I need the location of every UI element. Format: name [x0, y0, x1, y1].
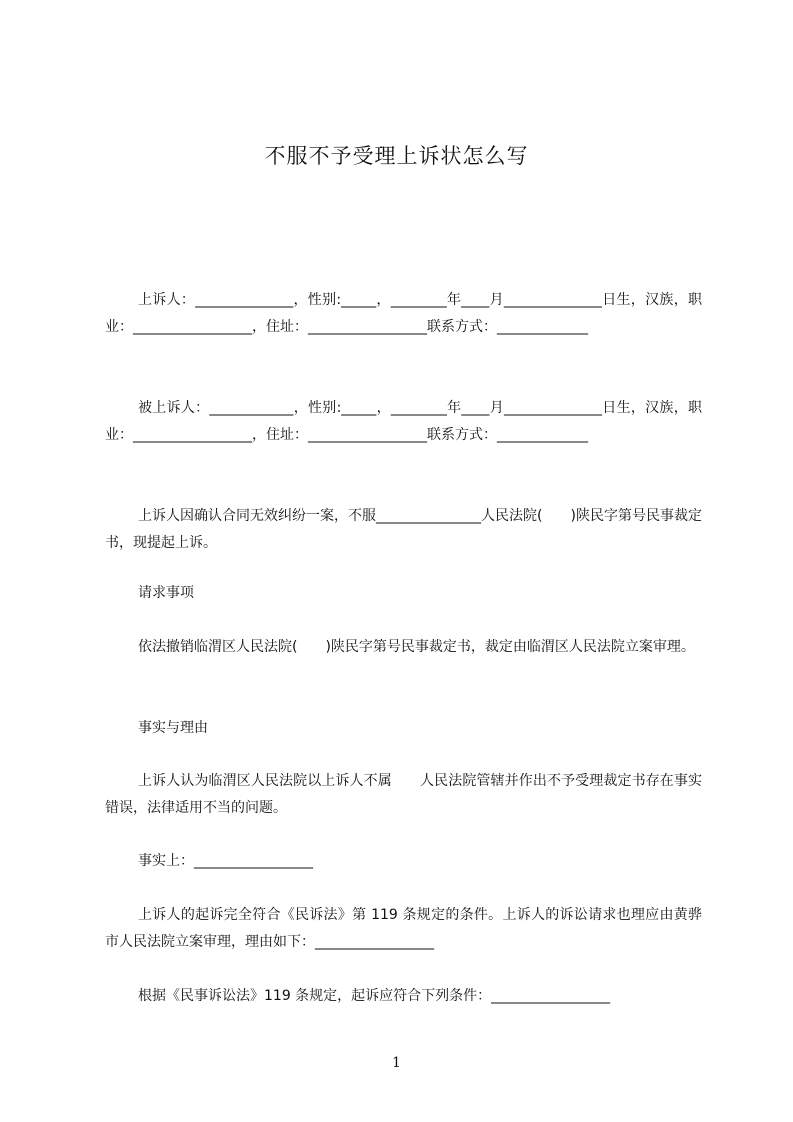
facts-line: 事实上：_________________	[138, 853, 313, 869]
facts-paragraph: 上诉人认为临渭区人民法院以上诉人不属 人民法院管辖并作出不予受理裁定书存在事实错误，法律适用不当的问题。	[105, 773, 702, 816]
document-title: 不服不予受理上诉状怎么写	[264, 144, 529, 168]
facts-heading: 事实与理由	[138, 720, 208, 736]
appellant-info-paragraph: 上诉人：______________，性别:_____，________年____月______________日生，汉族，职业：_________________，住址：_________________联系方式：_____________	[105, 292, 702, 335]
page-number: 1	[392, 1055, 401, 1071]
compliance-paragraph: 上诉人的起诉完全符合《民诉法》第 119 条规定的条件。上诉人的诉讼请求也理应由黄骅市人民法院立案审理，理由如下：_________________	[105, 907, 702, 950]
appellee-info-paragraph: 被上诉人：____________，性别:_____，________年____月______________日生，汉族，职业：_________________，住址：_________________联系方式：_____________	[105, 400, 702, 443]
law-paragraph: 根据《民事诉讼法》119 条规定，起诉应符合下列条件：_________________	[138, 988, 611, 1004]
claims-paragraph: 依法撤销临渭区人民法院( )陕民字第号民事裁定书，裁定由临渭区人民法院立案审理。	[138, 639, 695, 655]
case-intro-paragraph: 上诉人因确认合同无效纠纷一案，不服_______________人民法院( )陕民字第号民事裁定书，现提起上诉。	[105, 508, 702, 551]
claims-heading: 请求事项	[138, 585, 194, 601]
